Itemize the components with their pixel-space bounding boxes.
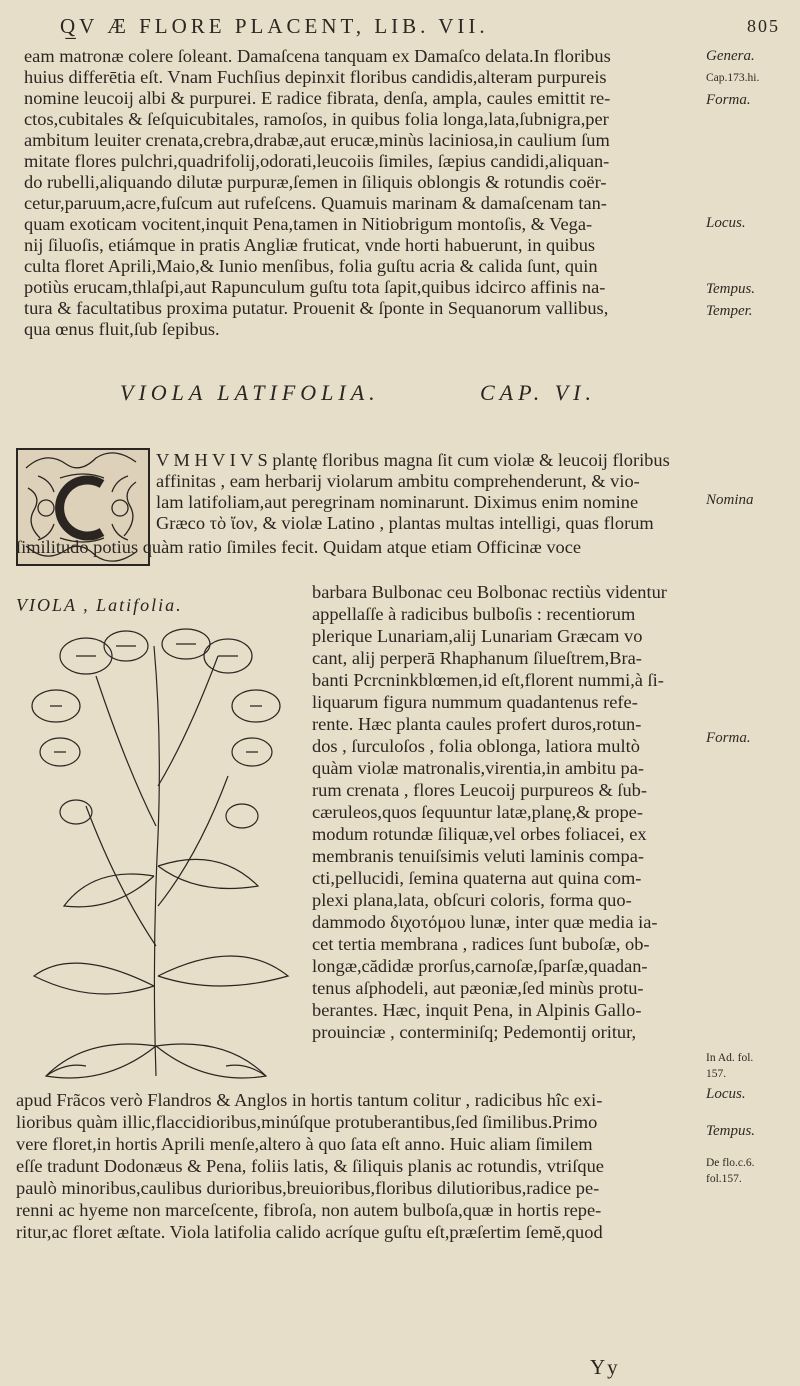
margin-note-de-flo: De flo.c.6. bbox=[706, 1157, 755, 1169]
text-line: cetur,paruum,acre,fuſcum aut rufeſcens. Quamuis marinam & damaſcenam tan- bbox=[24, 193, 607, 213]
margin-note-temper: Temper. bbox=[706, 303, 753, 319]
text-line: banti Pcrcninkblœmen,id eſt,florent nummi,à ſi- bbox=[312, 670, 664, 690]
text-line: barbara Bulbonac ceu Bolbonac rectiùs videntur bbox=[312, 582, 667, 602]
text-line: affinitas , eam herbarij violarum ambitu comprehenderunt, & vio- bbox=[156, 471, 640, 491]
text-line: lioribus quàm illic,flaccidioribus,minúſque protuberantibus,ſed ſimilibus.Primo bbox=[16, 1112, 598, 1132]
text-line: membranis tenuiſsimis veluti laminis compa- bbox=[312, 846, 645, 866]
text-line: plerique Lunariam,alij Lunariam Græcam vo bbox=[312, 626, 643, 646]
margin-note-tempus: Tempus. bbox=[706, 281, 756, 297]
text-line: dammodo διχοτόμου lunæ, inter quæ media ia- bbox=[312, 912, 658, 932]
margin-note-de-flo-folio: fol.157. bbox=[706, 1173, 742, 1185]
text-line: cet tertia membrana , radices ſunt buboſæ, ob- bbox=[312, 934, 650, 954]
text-line: V M H V I V S plantę floribus magna ſit cum violæ & leucoij floribus bbox=[156, 450, 670, 470]
text-line: do rubelli,aliquando dilutæ purpuræ,ſemen in ſiliquis oblongis & rotundis coër- bbox=[24, 172, 607, 192]
margin-note-tempus-2: Tempus. bbox=[706, 1123, 756, 1139]
text-line: renni ac hyeme non marceſcente, fibroſa, non autem bulboſa,quæ in hortis repe- bbox=[16, 1200, 602, 1220]
margin-note-cap-ref: Cap.173.hi. bbox=[706, 72, 760, 84]
figure-caption: VIOLA , Latifolia. bbox=[16, 595, 183, 615]
text-line: ritur,ac floret æſtate. Viola latifolia calido acríque guſtu eſt,præſertim ſemĕ,quod bbox=[16, 1222, 603, 1242]
catchword: Yy bbox=[590, 1355, 620, 1379]
text-line: berantes. Hæc, inquit Pena, in Alpinis Gallo- bbox=[312, 1000, 642, 1020]
text-line: liquarum figura nummum quadantenus refe- bbox=[312, 692, 638, 712]
text-line: eſſe tradunt Dodonæus & Pena, foliis latis, & ſiliquis planis ac rotundis, vtriſque bbox=[16, 1156, 604, 1176]
margin-note-locus: Locus. bbox=[706, 215, 746, 231]
text-line: lam latifoliam,aut peregrinam nominarunt. Diximus enim nomine bbox=[156, 492, 639, 512]
text-line: modum rotundæ ſiliquæ,vel orbes foliacei, ex bbox=[312, 824, 647, 844]
plant-woodcut-illustration bbox=[16, 626, 301, 1081]
chapter-heading bbox=[120, 380, 596, 406]
text-line: dos , ſurculoſos , folia oblonga, latiora multò bbox=[312, 736, 640, 756]
text-line: rum crenata , flores Leucoij purpureos & ſub- bbox=[312, 780, 648, 800]
text-line: cant, alij perperā Rhaphanum ſilueſtrem,Bra- bbox=[312, 648, 642, 668]
chapter-number: CAP. VI. bbox=[480, 380, 596, 405]
text-line: culta floret Aprili,Maio,& Iunio menſibus, folia guſtu acria & calida ſunt, quin bbox=[24, 256, 598, 276]
margin-note-forma-2: Forma. bbox=[706, 730, 751, 746]
text-line: quam exoticam vocitent,inquit Pena,tamen in Nitiobrigum montoſis, & Vega- bbox=[24, 214, 593, 234]
text-line: paulò minoribus,caulibus durioribus,breuioribus,floribus dilutioribus,radice pe- bbox=[16, 1178, 600, 1198]
text-line: plexi plana,lata, obſcuri coloris, forma quo- bbox=[312, 890, 632, 910]
text-line: nomine leucoij albi & purpurei. E radice fibrata, denſa, ampla, caules emittit re- bbox=[24, 88, 611, 108]
margin-note-locus-2: Locus. bbox=[706, 1086, 746, 1102]
text-line: huius differētia eſt. Vnam Fuchſius depinxit floribus candidis,alteram purpureis bbox=[24, 67, 607, 87]
chapter-title: VIOLA LATIFOLIA. bbox=[120, 380, 380, 405]
text-line: longæ,cădidæ prorſus,carnoſæ,ſparſæ,quadan- bbox=[312, 956, 648, 976]
margin-note-in-ad: In Ad. fol. bbox=[706, 1052, 754, 1064]
margin-note-forma: Forma. bbox=[706, 92, 751, 108]
text-line: nij ſiluoſis, etiámque in pratis Angliæ fruticat, vnde horti habuerunt, in quibus bbox=[24, 235, 596, 255]
running-head-title: Q̲V Æ FLORE PLACENT, LIB. VII. bbox=[60, 14, 489, 38]
text-line: tenus aſphodeli, aut pæoniæ,ſed minùs protu- bbox=[312, 978, 644, 998]
text-line: prouinciæ , conterminiſq; Pedemontij oritur, bbox=[312, 1022, 637, 1042]
margin-note-genera: Genera. bbox=[706, 48, 755, 64]
page-number: 805 bbox=[747, 16, 780, 36]
text-line: cti,pellucidi, ſemina quaterna aut quina com- bbox=[312, 868, 642, 888]
running-header bbox=[60, 14, 780, 42]
text-line: mitate flores pulchri,quadrifolij,odorati,leucoiis ſimiles, ſæpius candidi,aliquan- bbox=[24, 151, 610, 171]
text-line: ſimilitudo potius quàm ratio ſimiles fecit. Quidam atque etiam Officinæ voce bbox=[16, 537, 582, 557]
text-line: appellaſſe à radicibus bulboſis : recentiorum bbox=[312, 604, 636, 624]
text-line: vere floret,in hortis Aprili menſe,altero à quo ſata eſt anno. Huic aliam ſimilem bbox=[16, 1134, 593, 1154]
text-line: potiùs erucam,thlaſpi,aut Rapunculum guſtu tota ſapit,quibus idcirco affinis na- bbox=[24, 277, 606, 297]
text-line: tura & facultatibus proxima putatur. Prouenit & ſponte in Sequanorum vallibus, bbox=[24, 298, 609, 318]
text-line: ambitum leuiter crenata,crebra,drabæ,aut erucæ,minùs laciniosa,in caulium ſum bbox=[24, 130, 610, 150]
text-line: qua œnus fluit,ſub ſepibus. bbox=[24, 319, 220, 339]
margin-note-nomina: Nomina bbox=[706, 492, 754, 508]
text-line: Græco τὸ ἴον, & violæ Latino , plantas multas intelligi, quas florum bbox=[156, 513, 654, 533]
text-line: apud Frãcos verò Flandros & Anglos in hortis tantum colitur , radicibus hîc exi- bbox=[16, 1090, 603, 1110]
text-line: rente. Hæc planta caules profert duros,rotun- bbox=[312, 714, 642, 734]
margin-note-in-ad-folio: 157. bbox=[706, 1068, 727, 1080]
text-line: eam matronæ colere ſoleant. Damaſcena tanquam ex Damaſco delata.In floribus bbox=[24, 46, 611, 66]
text-line: cæruleos,quos ſequuntur latæ,planę,& prope- bbox=[312, 802, 643, 822]
text-line: quàm violæ matronalis,virentia,in ambitu pa- bbox=[312, 758, 644, 778]
text-line: ctos,cubitales & ſeſquicubitales, ramoſos, in quibus folia longa,lata,ſubnigra,per bbox=[24, 109, 609, 129]
